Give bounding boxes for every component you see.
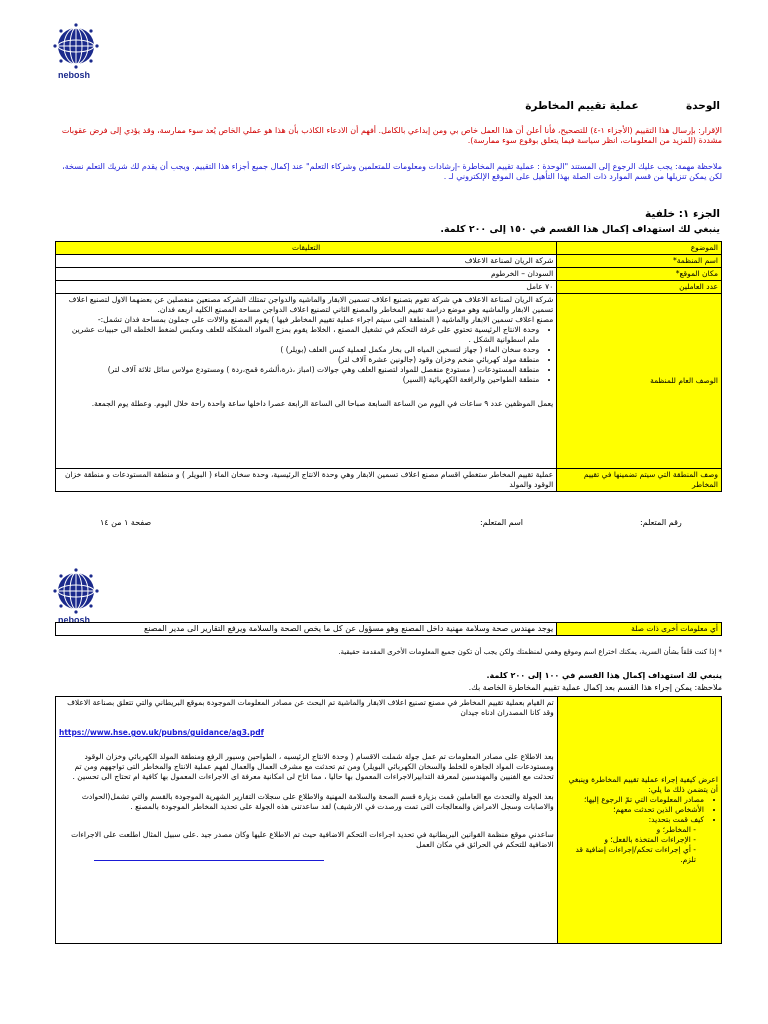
header-comments: التعليقات — [56, 242, 557, 255]
table-row — [56, 268, 722, 281]
table-row-general — [56, 294, 722, 469]
row-label: عدد العاملين — [557, 281, 722, 294]
declaration-text: الإقرار: بإرسال هذا التقييم (الأجزاء ١-٤) للتصحيح، فأنا أعلن أن هذا العمل خاص بي ومن إبداعي بالكامل. أفهم أن الادعاء الكاذب بأن هذا هو عملي الخاص يُعد سوء ممارسة، وقد يؤدي إلى فرض عقوبات مشددة (للمزيد من المعلومات، انظر سياسة فيما يتعلق بوقوع سوء ممارسة). — [61, 126, 722, 145]
list-subitem: - المخاطر؛ و — [656, 825, 696, 834]
table-header-row — [56, 242, 722, 255]
row-value[interactable]: ٧٠ عامل — [56, 281, 557, 294]
general-paragraph: مصنع اعلاف تسمين الابقار والماشيه ( المنطقة التى سيتم اجراء عملية تقييم المخاطر فيها ) يقوم المصنع والالات على جملون بمساحة فدان تشمل:- — [97, 315, 554, 324]
process-paragraph: تم القيام بعملية تقييم المخاطر في مصنع تصنيع اعلاف الابقار والماشية تم البحث عن مصادر المعلومات الموجودة بموقع البريطاني والتي تتعلق بصناعة الاعلاف وقد كانا المصدران ادناه جيدان — [67, 698, 554, 717]
process-paragraph: ساعدني موقع منظمة القوانين البريطانية في تحديد اجراءات التحكم الاضافية حيث تم الاطلاع عليها وكان مصدر جيد .على سبيل المثال اطلعت على الاجراءات الاضافية للتحكم في الحرائق في مكان العمل — [71, 830, 554, 849]
other-info-value[interactable]: يوجد مهندس صحة وسلامة مهنية داخل المصنع وهو مسؤول عن كل ما يخص الصحة والسلامة ويرفع التقارير الى مدير المصنع — [56, 623, 557, 636]
facility-list — [59, 325, 553, 385]
list-subitem: - أي إجراءات تحكم/إجراءات إضافية قد تلزم. — [575, 845, 696, 864]
blue-divider-line — [94, 860, 324, 861]
section-instruction: ينبغي لك استهداف إكمال هذا القسم في ١٠٠ إلى ٢٠٠ كلمة. — [486, 671, 722, 680]
list-item: • مصادر المعلومات التي تمّ الرجوع إليها؛ — [561, 795, 704, 805]
table-row-area — [56, 469, 722, 492]
row-label: مكان الموقع* — [557, 268, 722, 281]
confidential-note: * إذا كنت قلقاً بشأن السرية، يمكنك اختراع اسم وموقع وهمي لمنظمتك ولكن يجب أن تكون جميع المعلومات الأخرى المقدمة حقيقية. — [338, 648, 722, 656]
other-info-label: أي معلومات أخرى ذات صلة — [557, 623, 722, 636]
header-topic: الموضوع — [557, 242, 722, 255]
process-paragraph: بعد الاطلاع على مصادر المعلومات تم عمل جولة شملت الاقسام ( وحدة الانتاج الرئيسيه ، الطواحين وسيور الرفع ومنطقة المولد الكهربائي وخزان الوقود ومستودعات المواد الجاهزه للخلط والسخان الكهربائي البويلر) ومن تم تحدثت مع مشرف العمال والعمال لفهم عملية الانتاج والمخاطر التى تواجههم ومن تم تحدثت مع الفنيين والمهندسين لمعرفة التدابيرالاجراءات المعمول بها حاليا ، مما اتاح لى امكانية معرفة اى الاجراءات المعمول بها كافية ام تحتاج الى تحسين . — [72, 752, 554, 781]
globe-icon — [52, 22, 100, 70]
process-paragraph: بعد الجولة والتحدث مع العاملين قمت بزيارة قسم الصحة والسلامة المهنية والاطلاع على سجلات التقارير الشهرية الموجودة بالقسم والتي تشمل(الحوادث والاصابات وسجل الامراض والمعالجات التى تمت ورصدت في الارشيف) لقد ساعدتنى هذه الجولة على تحديد المخاطر الموجودة بالمصنع . — [81, 792, 554, 811]
process-instructions — [557, 697, 721, 944]
instructions-list — [561, 795, 718, 825]
general-label: الوصف العام للمنظمة — [557, 294, 722, 469]
section-note: ملاحظة: يمكن إجراء هذا القسم بعد إكمال عملية تقييم المخاطرة الخاصة بك. — [468, 683, 722, 692]
process-description[interactable] — [56, 697, 558, 944]
part-instruction: ينبغي لك استهداف إكمال هذا القسم في ١٥٠ إلى ٢٠٠ كلمة. — [440, 224, 720, 235]
logo-text: nebosh — [58, 615, 91, 625]
row-label: اسم المنظمة* — [557, 255, 722, 268]
page-number: صفحة ١ من ١٤ — [100, 518, 152, 527]
unit-title: عملية تقييم المخاطرة — [525, 100, 639, 112]
list-subitem: - الإجراءات المتخذة بالفعل؛ و — [604, 835, 696, 844]
list-item: • منطقة الطواحين والرافعة الكهربائية (السير) — [59, 375, 539, 385]
list-item: • وحدة الانتاج الرئيسية تحتوي على غرفة التحكم في تشغيل المصنع ، الخلاط يقوم بمزج المواد المشكله للعلف ومكبس لضغط الخلطه الى حبيبات عشرين ملم اسطوانية الشكل . — [59, 325, 539, 345]
list-item: • منطقة المستودعات ( مستودع منفصل للمواد لتصنيع العلف وهي جوالات (امباز ،ذرة،ألشرة قمح،ردة ) ومستودع مولاس سائل ثلاثة آلاف لتر) — [59, 365, 539, 375]
table-row — [56, 697, 722, 944]
table-row — [56, 281, 722, 294]
table-row — [56, 255, 722, 268]
unit-heading — [440, 100, 720, 112]
hse-guidance-link[interactable]: https://www.hse.gov.uk/pubns/guidance/ag3.pdf — [59, 728, 264, 737]
row-value[interactable]: شركة الريان لصناعة الاعلاف — [56, 255, 557, 268]
general-paragraph: يعمل الموظفين عدد ٩ ساعات في اليوم من الساعة السابعة صباحا الى الساعة الرابعة عصرا داخلها ساعة واحدة راحة خلال اليوم. وعطلة يوم الجمعة. — [91, 399, 554, 408]
list-item: • منطقة مولد كهربائي ضخم وخزان وقود (جالونين عشرة آلاف لتر) — [59, 355, 539, 365]
learner-name-label: اسم المتعلم: — [480, 518, 524, 527]
learner-number-label: رقم المتعلم: — [640, 518, 682, 527]
nebosh-logo — [52, 22, 100, 70]
background-table — [55, 241, 722, 492]
important-note: ملاحظة مهمة: يجب عليك الرجوع إلى المستند "الوحدة : عملية تقييم المخاطرة -إرشادات ومعلومات للمتعلمين وشركاء التعلم" عند إكمال جميع أجزاء هذا التقييم. ويجب أن يقدم لك شريك التعلم نسخة، لكن يمكن تنزيلها من قسم الموارد ذات الصلة بهذا التأهيل على الموقع الإلكتروني لـ . — [62, 162, 722, 181]
area-label: وصف المنطقة التي سيتم تضمينها في تقييم المخاطر — [557, 469, 722, 492]
general-description[interactable] — [56, 294, 557, 469]
part-title: الجزء ١: خلفية — [644, 208, 720, 220]
table-row — [56, 623, 722, 636]
unit-label: الوحدة — [686, 100, 720, 112]
globe-icon — [52, 567, 100, 615]
logo-text: nebosh — [58, 70, 91, 80]
nebosh-logo — [52, 567, 100, 615]
row-value[interactable]: السودان – الخرطوم — [56, 268, 557, 281]
other-info-table — [55, 622, 722, 636]
area-value[interactable]: عملية تقييم المخاطر ستغطي اقسام مصنع اعلاف تسمين الابقار وهي وحدة الانتاج الرئيسية، وحدة سخان الماء ( البويلر ) و منطقة المستودعات و منطقة خزان الوقود والمولد — [56, 469, 557, 492]
list-item: • وحدة سخان الماء ( جهاز لتسخين المياه الى بخار مكمل لعملية كبس العلف (بويلر) ) — [59, 345, 539, 355]
list-item: • الأشخاص الذين تحدثت معهم؛ — [561, 805, 704, 815]
instructions-intro: اعرض كيفية إجراء عملية تقييم المخاطرة وينبغي أن يتضمن ذلك ما يلي: — [568, 775, 718, 794]
page-two — [0, 545, 768, 1024]
list-item: • كيف قمت بتحديد: — [561, 815, 704, 825]
general-paragraph: شركة الريان لصناعة الاعلاف هي شركة تقوم بتصنيع اعلاف تسمين الابقار والماشيه والدواجن تمتلك الشركه مصنعين منفصلين عن بعضهما الاول لتصنيع اعلاف تسمين الابقار والماشيه وهو موضع دراسة تقييم المخاطر والمصنع الثاني لتصنيع اعلاف الدواجن مساحة المصنع الكليه اربعه فدان. — [68, 295, 554, 314]
process-table — [55, 696, 722, 944]
